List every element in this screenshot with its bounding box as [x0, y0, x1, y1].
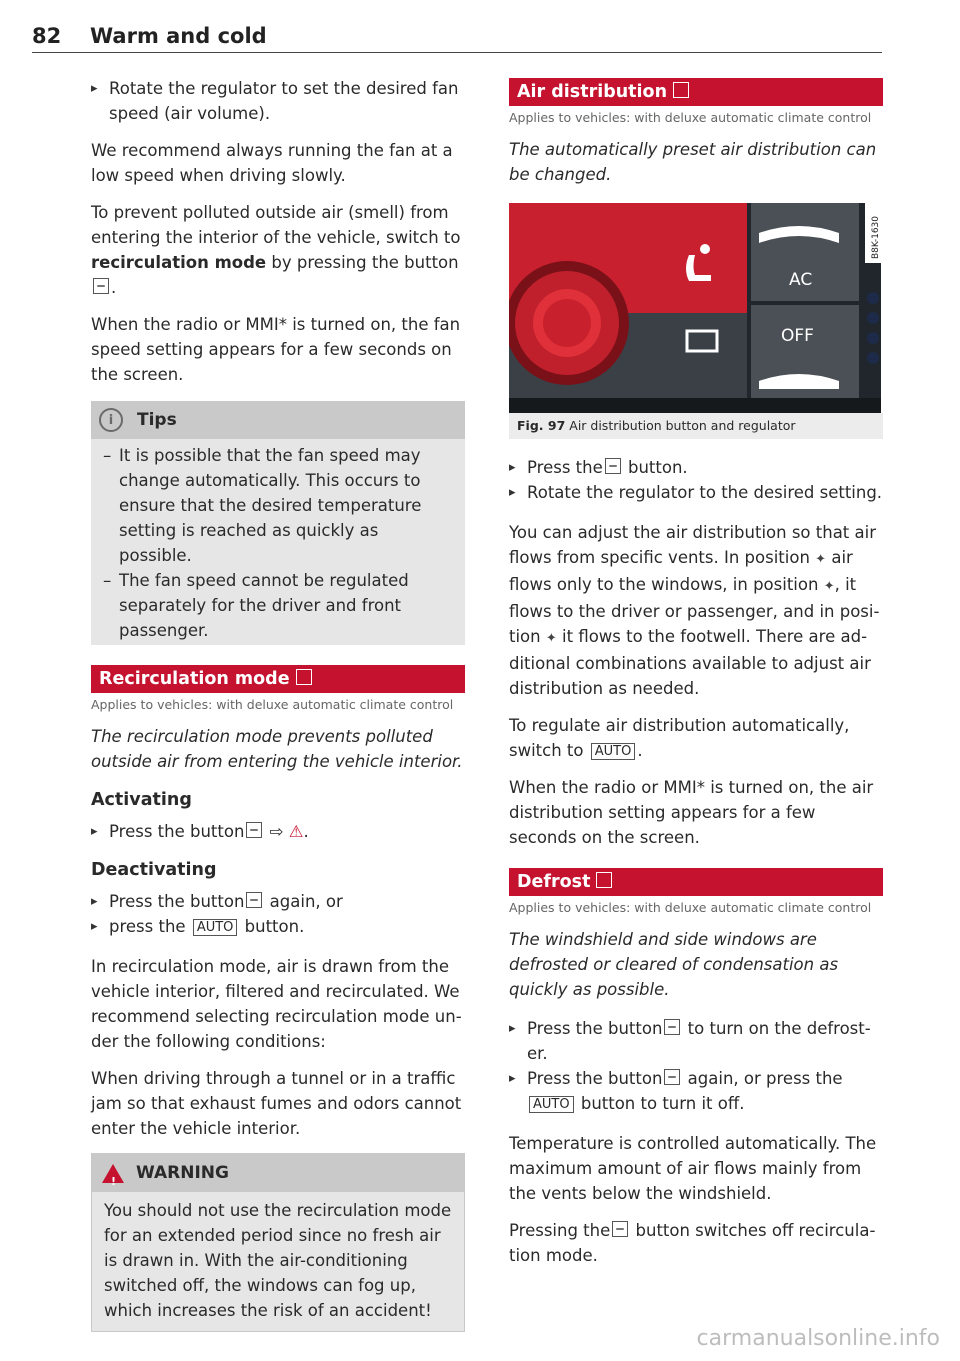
section-heading-air-distribution: Air distribution	[509, 78, 883, 106]
recirculation-button-icon	[246, 892, 262, 908]
paragraph-press-defrost: Pressing the button switches off recirculation mode.	[509, 1221, 876, 1265]
paragraph-recommend: We recommend always running the fan at a low speed when driving slowly.	[91, 141, 453, 185]
footer-watermark: carmanualsonline.info	[696, 1326, 940, 1351]
air-distribution-button-icon	[605, 458, 621, 474]
defrost-button-icon	[664, 1019, 680, 1035]
applies-note: Applies to vehicles: with deluxe automatic climate control	[509, 110, 872, 125]
left-column	[91, 76, 465, 1332]
figure-caption: Fig. 97 Air distribution button and regulator	[509, 413, 883, 439]
deactivating-step: ▸ Press the button again, or	[91, 889, 465, 914]
header-rule	[32, 52, 882, 53]
warning-box	[91, 1153, 465, 1332]
activating-step: ▸ Press the button ⇨ ⚠.	[91, 819, 465, 844]
paragraph-auto: To regulate air distribution automatically, switch to AUTO .	[509, 716, 850, 760]
defrost-button-icon	[612, 1221, 628, 1237]
defrost-button-icon	[664, 1069, 680, 1085]
climate-control-illustration	[509, 203, 881, 413]
paragraph-radio-fan: When the radio or MMI* is turned on, the fan speed setting appears for a few seconds on the screen.	[91, 315, 461, 384]
windows-position-icon: ✦	[815, 552, 827, 567]
driver-position-icon: ✦	[823, 579, 835, 594]
paragraph-radio-air: When the radio or MMI* is turned on, the air distribution setting appears for a few seconds on the screen.	[509, 778, 874, 847]
air-distribution-intro: The automatically preset air distribution can be changed.	[509, 140, 877, 184]
figure-air-distribution	[509, 203, 881, 413]
recirculation-button-icon	[246, 822, 262, 838]
paragraph-adjust: You can adjust the air distribution so that air flows from specific vents. In position ✦ air flows only to the windows, in position ✦, it flows to the driver or passenger, and in position ✦ it flows to the footwell. There are additional combinations available to adjust air distribution as needed.	[509, 523, 880, 698]
section-heading-defrost: Defrost	[509, 868, 883, 896]
figure-code: B8K-1630	[871, 215, 881, 259]
recirculation-button-icon	[93, 278, 109, 294]
paragraph-temperature: Temperature is controlled automatically. The maximum amount of air flows mainly from the vents below the windshield.	[509, 1134, 877, 1203]
defrost-step-on: ▸ Press the button to turn on the defroster.	[509, 1016, 883, 1066]
recirculation-intro: The recirculation mode prevents polluted outside air from entering the vehicle interior.	[91, 727, 463, 771]
auto-button-label: AUTO	[193, 919, 238, 936]
paragraph-recirc-mode: In recirculation mode, air is drawn from the vehicle interior, filtered and recirculated. We recommend selecting recirculation mode under the following conditions:	[91, 957, 462, 1051]
page-header-title: Warm and cold	[90, 24, 267, 48]
warning-title: WARNING	[136, 1162, 229, 1183]
paragraph-prevent: To prevent polluted outside air (smell) from entering the interior of the vehicle, switch to recirculation mode by pressing the button .	[91, 203, 461, 297]
warning-triangle-icon	[102, 1164, 124, 1183]
recirculation-icon	[296, 669, 312, 685]
defrost-intro: The windshield and side windows are defrosted or cleared of condensation as quickly as possible.	[509, 930, 839, 999]
warning-text: You should not use the recirculation mode for an extended period since no fresh air is drawn in. With the air-conditioning switched off, the windows can fog up, which increases the risk of an accident!	[104, 1201, 452, 1320]
defrost-step-off: ▸ Press the button again, or press the AUTO button to turn it off.	[509, 1066, 883, 1116]
section-heading-recirculation: Recirculation mode	[91, 665, 465, 693]
defrost-icon	[596, 872, 612, 888]
info-icon: i	[99, 408, 123, 432]
tips-box	[91, 401, 465, 645]
tip-item: – It is possible that the fan speed may change automatically. This occurs to ensure that the desired temperature setting is reached as quickly as possible.	[91, 443, 465, 568]
right-column	[509, 76, 883, 1280]
air-step-press: ▸ Press the button.	[509, 455, 883, 480]
applies-note: Applies to vehicles: with deluxe automatic climate control	[91, 697, 454, 712]
applies-note: Applies to vehicles: with deluxe automatic climate control	[509, 900, 872, 915]
instruction-rotate-fan: ▸ Rotate the regulator to set the desired fan speed (air volume).	[91, 76, 465, 126]
recirculation-mode-term: recirculation mode	[91, 253, 267, 272]
warning-ref-icon: ⚠	[288, 822, 304, 841]
auto-button-label: AUTO	[529, 1096, 574, 1113]
deactivating-heading: Deactivating	[91, 860, 217, 880]
air-step-rotate: ▸ Rotate the regulator to the desired setting.	[509, 480, 883, 505]
page-number: 82	[32, 24, 62, 48]
footwell-position-icon: ✦	[545, 631, 557, 646]
tips-header	[91, 401, 465, 439]
air-distribution-icon	[673, 82, 689, 98]
activating-heading: Activating	[91, 790, 192, 810]
deactivating-step: ▸ press the AUTO button.	[91, 914, 465, 939]
tips-title: Tips	[137, 409, 177, 430]
figure-ac-label: AC	[789, 270, 813, 290]
warning-header	[92, 1154, 464, 1192]
paragraph-tunnel: When driving through a tunnel or in a traffic jam so that exhaust fumes and odors cannot enter the vehicle interior.	[91, 1069, 462, 1138]
tip-item: – The fan speed cannot be regulated separately for the driver and front passenger.	[91, 568, 465, 643]
figure-off-label: OFF	[781, 326, 814, 346]
auto-button-label: AUTO	[591, 743, 636, 760]
